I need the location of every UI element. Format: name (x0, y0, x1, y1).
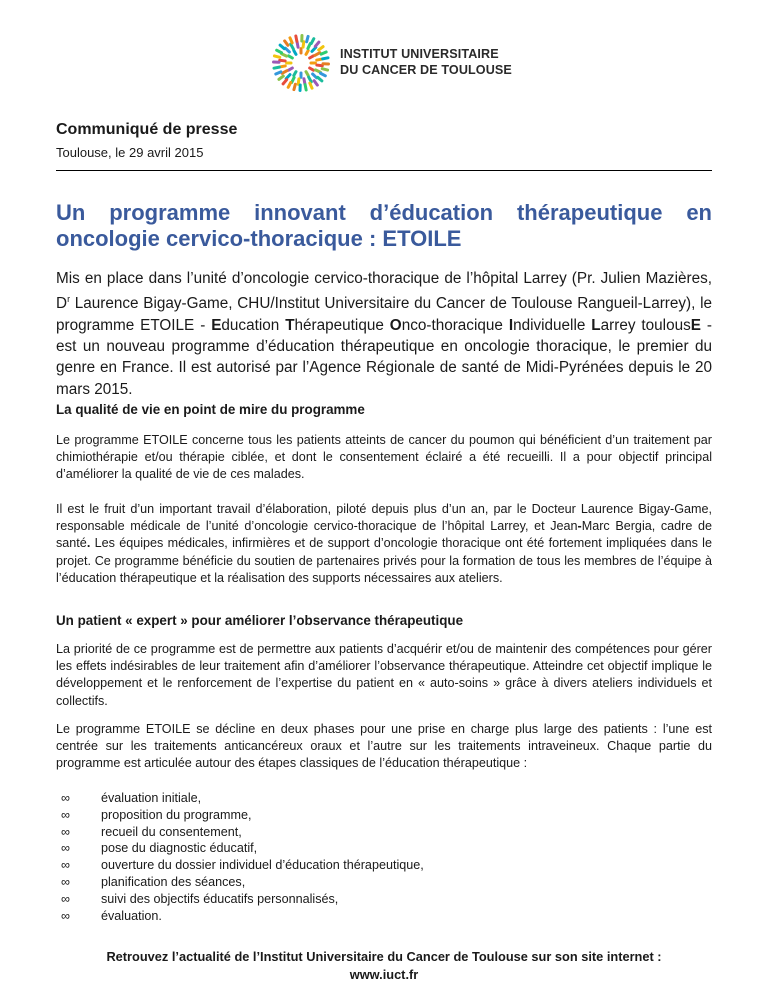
logo-ray (310, 83, 312, 88)
intro-text: ndividuelle (513, 316, 592, 334)
list-item (56, 908, 424, 925)
section-1-heading: La qualité de vie en point de mire du programme (56, 402, 365, 417)
list-item (56, 840, 424, 857)
list-item-text: pose du diagnostic éducatif, (101, 841, 258, 856)
paragraph-text: - (577, 519, 582, 534)
section-2-paragraph-2: Le programme ETOILE se décline en deux phases pour une prise en charge plus large des patients : l’une est centrée sur les traitements anticancéreux oraux et l’autre sur les traitements intraveineux. Chaque partie du programme est articulée autour des étapes classiques de l’éducation thérapeutique : (56, 722, 712, 771)
logo-ray (277, 50, 282, 53)
logo-ray (286, 75, 290, 79)
acronym-letter: T (285, 316, 295, 334)
logo-ray (280, 45, 284, 49)
logo-ray (294, 51, 296, 55)
bullet-icon: ∞ (61, 841, 70, 856)
list-item-text: planification des séances, (101, 874, 246, 889)
logo-wordmark (340, 46, 512, 78)
logo-ray (292, 77, 294, 82)
logo-ray (310, 56, 314, 58)
logo-ray (323, 58, 328, 59)
logo-ray (276, 72, 281, 74)
section-1-paragraph-2 (56, 501, 712, 587)
logo-ray (288, 82, 291, 87)
logo-ray (315, 53, 320, 56)
list-item-text: recueil du consentement, (101, 824, 242, 839)
intro-text: ducation (221, 316, 286, 334)
logo-ray (282, 54, 287, 56)
bullet-icon: ∞ (61, 807, 70, 822)
logo-ray (309, 77, 312, 82)
logo-line-1: INSTITUT UNIVERSITAIRE (340, 47, 499, 61)
logo-ray (274, 67, 279, 68)
logo-line-2: DU CANCER DE TOULOUSE (340, 63, 512, 77)
logo-ray (310, 68, 314, 70)
bullet-icon: ∞ (61, 858, 70, 873)
section-2-paragraph-1: La priorité de ce programme est de permettre aux patients d’acquérir et/ou de maintenir des compétences pour gérer les effets indésirables de leur traitement afin d’améliorer l’observance thérapeutique. Atteindre cet objectif implique le développement et le renforcement de l’expertise du patient en « auto-soins » grâce à divers ateliers individuels et collectifs. (56, 642, 712, 708)
logo-ray (319, 47, 323, 50)
logo-ray (280, 60, 285, 61)
logo-ray (298, 79, 299, 84)
logo-ray (283, 80, 287, 84)
press-release-date: Toulouse, le 29 avril 2015 (56, 145, 204, 160)
bullet-icon: ∞ (61, 874, 70, 889)
list-item (56, 824, 424, 841)
logo-ray (289, 56, 293, 58)
logo-ray (290, 38, 292, 43)
footer (56, 948, 712, 984)
iuct-logo (264, 30, 514, 96)
list-item-text: proposition du programme, (101, 807, 252, 822)
paragraph-text: . (86, 536, 91, 551)
steps-list (56, 790, 424, 924)
logo-ray (282, 71, 287, 74)
logo-ray (308, 44, 310, 49)
logo-ray (307, 36, 308, 41)
paragraph-text: Les équipes médicales, infirmières et de support d’oncologie thoracique ont été fortement impliquées dans le projet. Ce programme bénéficie du soutien de partenaires privés pour la formation de tous les membres de l’équipe à l’éducation thérapeutique et la réalisation des supports nécessaires aux ateliers. (56, 536, 712, 585)
intro-text: - est un nouveau programme d’éducation thérapeutique en oncologie thoracique, le premier du genre en France. Il est autorisé par l’Agence Régionale de santé de Midi-Pyrénées depuis le 20 mars 2015. (56, 316, 712, 398)
sunburst-logo-icon (264, 30, 338, 96)
list-item (56, 857, 424, 874)
logo-ray (321, 52, 326, 54)
list-item (56, 891, 424, 908)
acronym-letter: O (389, 316, 402, 334)
paragraph-text: Marc Bergia, cadre de santé (56, 519, 712, 551)
intro-sup: r (67, 294, 71, 305)
list-item-text: suivi des objectifs éducatifs personnalisés, (101, 891, 339, 906)
intro-text: hérapeutique (294, 316, 390, 334)
intro-text: arrey toulous (600, 316, 691, 334)
logo-ray (294, 72, 296, 76)
acronym-letter: L (591, 316, 601, 334)
logo-ray (317, 65, 322, 66)
bullet-icon: ∞ (61, 791, 70, 805)
logo-ray (303, 42, 304, 47)
list-item-text: ouverture du dossier individuel d’éducation thérapeutique, (101, 858, 424, 873)
logo-ray (320, 73, 325, 76)
press-release-title: Communiqué de presse (56, 121, 238, 138)
acronym-letter: E (211, 316, 222, 334)
list-item (56, 807, 424, 824)
logo-ray (315, 70, 320, 72)
intro-paragraph (56, 268, 712, 400)
logo-ray (274, 56, 279, 57)
logo-ray (296, 36, 297, 41)
logo-ray (305, 85, 306, 90)
logo-ray (313, 74, 317, 78)
logo-ray (294, 84, 295, 89)
intro-text: nco-thoracique (401, 316, 509, 334)
section-2-heading: Un patient « expert » pour améliorer l’observance thérapeutique (56, 613, 464, 628)
intro-text: Laurence Bigay-Game, CHU/Institut Universitaire du Cancer de Toulouse Rangueil-Larrey), le programme ETOILE - (56, 295, 712, 334)
intro-text: Mis en place dans l’unité d’oncologie cervico-thoracique de l’hôpital Larrey (Pr. Julien Mazières, D (56, 270, 712, 313)
acronym-letter: E (690, 316, 701, 334)
list-item (56, 874, 424, 891)
logo-ray (312, 47, 316, 51)
list-item-text: évaluation initiale, (101, 791, 202, 805)
logo-ray (279, 76, 283, 79)
logo-ray (285, 41, 288, 45)
header-divider (56, 170, 712, 171)
section-1-paragraph-1: Le programme ETOILE concerne tous les patients atteints de cancer du poumon qui bénéficient d’un traitement par chimiothérapie et/ou thérapie ciblée, et dont le consentement éclairé a été recueilli. Il a pour objectif principal d’améliorer la qualité de vie de ces malades. (56, 433, 712, 482)
list-item-text: évaluation. (101, 908, 162, 923)
logo-ray (306, 51, 308, 55)
logo-ray (289, 68, 293, 70)
bullet-icon: ∞ (61, 891, 70, 906)
website-link[interactable]: www.iuct.fr (349, 967, 419, 982)
logo-ray (314, 81, 317, 85)
logo-ray (285, 48, 289, 52)
paragraph-text: Il est le fruit d’un important travail d’élaboration, piloté depuis plus d’un an, par le Docteur Laurence Bigay-Game, responsable médicale de l’unité d’oncologie cervico-thoracique de l’hôpital Larrey, et Jean (56, 502, 712, 534)
logo-ray (322, 69, 327, 70)
logo-ray (315, 42, 319, 46)
logo-ray (311, 39, 314, 44)
bullet-icon: ∞ (61, 908, 70, 923)
bullet-icon: ∞ (61, 824, 70, 839)
logo-ray (306, 72, 308, 76)
list-item (56, 790, 424, 807)
footer-text: Retrouvez l’actualité de l’Institut Universitaire du Cancer de Toulouse sur son site internet : (106, 949, 662, 964)
logo-ray (291, 44, 294, 49)
acronym-letter: I (508, 316, 514, 334)
logo-ray (318, 77, 322, 81)
headline: Un programme innovant d’éducation thérapeutique en oncologie cervico-thoracique : ETOILE (56, 200, 712, 251)
